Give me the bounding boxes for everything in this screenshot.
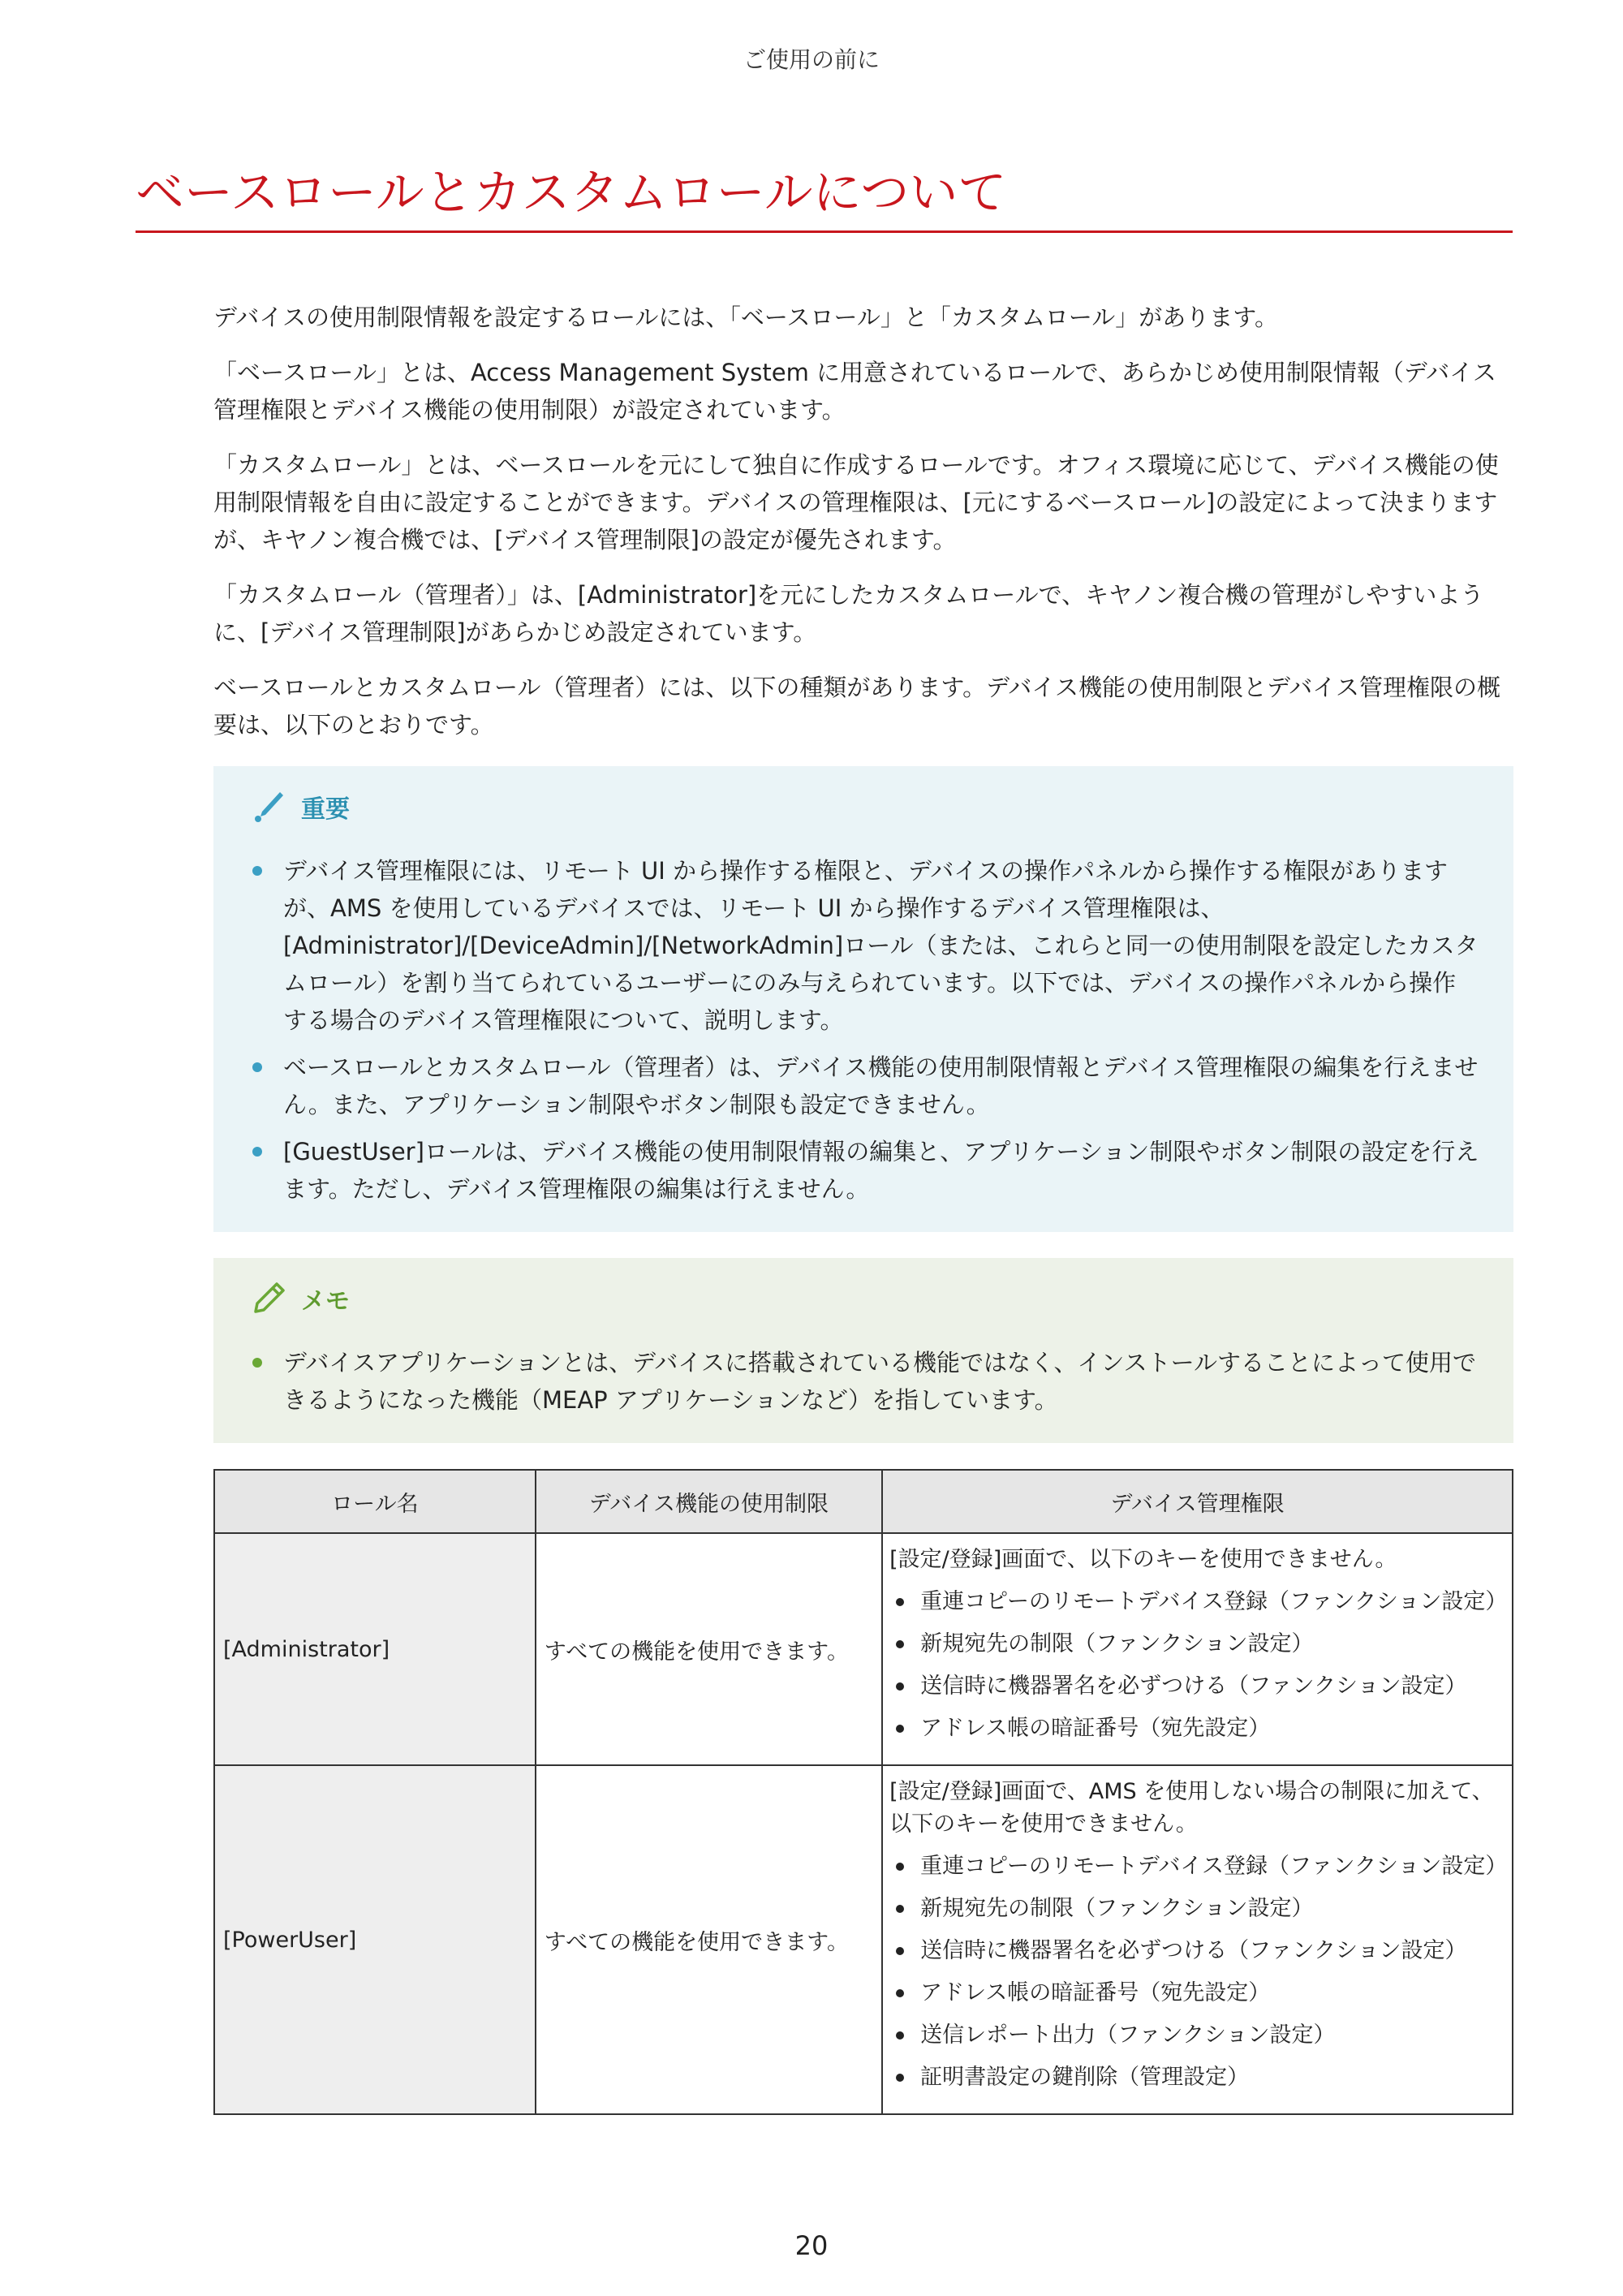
permission-list [889,1846,1508,2099]
important-box [213,766,1513,1232]
table-row [214,1533,1513,1765]
paragraph: ベースロールとカスタムロール（管理者）には、以下の種類があります。デバイス機能の使用制限とデバイス管理権限の概要は、以下のとおりです。 [213,674,1501,739]
memo-box [213,1258,1513,1443]
list-item: デバイス管理権限には、リモート UI から操作する権限と、デバイスの操作パネルから操作する権限がありますが、AMS を使用しているデバイスでは、リモート UI から操作するデバイス管理権限は、[Administrator]/[DeviceAdmin]/[NetworkAdmin]ロール（または、これらと同一の使用制限を設定したカスタムロール）を割り当てられているユーザーにのみ与えられています。以下では、デバイスの操作パネルから操作する場合のデバイス管理権限について、説明します。 [248,852,1479,1039]
paragraph: デバイスの使用制限情報を設定するロールには、「ベースロール」と「カスタムロール」があります。 [213,304,1278,331]
table-row [214,1765,1513,2114]
column-header: デバイス管理権限 [882,1470,1513,1533]
permission-item: 新規宛先の制限（ファンクション設定） [889,1623,1505,1665]
page-number: 20 [794,2230,829,2261]
running-header: ご使用の前に [743,46,880,73]
permission-item: 重連コピーのリモートデバイス登録（ファンクション設定） [889,1581,1505,1623]
list-item: デバイスアプリケーションとは、デバイスに搭載されている機能ではなく、インストールすることによって使用できるようになった機能（MEAP アプリケーションなど）を指しています。 [248,1344,1479,1419]
role-name-cell: [PowerUser] [214,1765,536,2114]
function-cell: すべての機能を使用できます。 [536,1765,882,2114]
memo-title: メモ [301,1287,350,1316]
paragraph: 「カスタムロール（管理者）」は、[Administrator]を元にしたカスタムロールで、キヤノン複合機の管理がしやすいように、[デバイス管理制限]があらかじめ設定されています。 [213,581,1484,646]
permission-item: アドレス帳の暗証番号（宛先設定） [889,1708,1505,1750]
list-item: [GuestUser]ロールは、デバイス機能の使用制限情報の編集と、アプリケーション制限やボタン制限の設定を行えます。ただし、デバイス管理権限の編集は行えません。 [248,1133,1479,1208]
paragraph: 「ベースロール」とは、Access Management System に用意されているロールで、あらかじめ使用制限情報（デバイス管理権限とデバイス機能の使用制限）が設定されています。 [213,359,1496,424]
important-list [248,852,1479,1208]
memo-list [248,1344,1479,1419]
permission-item: 重連コピーのリモートデバイス登録（ファンクション設定） [889,1846,1505,1888]
column-header: デバイス機能の使用制限 [536,1470,882,1533]
important-title: 重要 [301,795,350,824]
permission-item: 送信時に機器署名を必ずつける（ファンクション設定） [889,1930,1505,1972]
permission-cell [882,1533,1513,1765]
page-title: ベースロールとカスタムロールについて [136,165,1007,222]
permission-intro: [設定/登録]画面で、以下のキーを使用できません。 [889,1547,1397,1572]
table-header-row [214,1470,1513,1533]
permission-cell [882,1765,1513,2114]
permission-intro: [設定/登録]画面で、AMS を使用しない場合の制限に加えて、以下のキーを使用できません。 [889,1779,1494,1837]
permission-item: 送信時に機器署名を必ずつける（ファンクション設定） [889,1665,1505,1708]
pen-icon [251,789,286,825]
pencil-icon [251,1281,286,1316]
title-rule [136,230,1513,233]
paragraph: 「カスタムロール」とは、ベースロールを元にして独自に作成するロールです。オフィス環境に応じて、デバイス機能の使用制限情報を自由に設定することができます。デバイスの管理権限は、[元にするベースロール]の設定によって決まりますが、キヤノン複合機では、[デバイス管理制限]の設定が優先されます。 [213,451,1499,554]
permission-list [889,1581,1508,1750]
role-name-cell: [Administrator] [214,1533,536,1765]
permission-item: 送信レポート出力（ファンクション設定） [889,2014,1505,2057]
roles-table [213,1469,1513,2115]
permission-item: アドレス帳の暗証番号（宛先設定） [889,1972,1505,2014]
main-content [213,299,1513,2115]
list-item: ベースロールとカスタムロール（管理者）は、デバイス機能の使用制限情報とデバイス管理権限の編集を行えません。また、アプリケーション制限やボタン制限も設定できません。 [248,1049,1479,1123]
important-header [251,784,1479,829]
function-cell: すべての機能を使用できます。 [536,1533,882,1765]
column-header: ロール名 [214,1470,536,1533]
memo-header [251,1276,1479,1321]
permission-item: 証明書設定の鍵削除（管理設定） [889,2057,1505,2099]
permission-item: 新規宛先の制限（ファンクション設定） [889,1888,1505,1930]
